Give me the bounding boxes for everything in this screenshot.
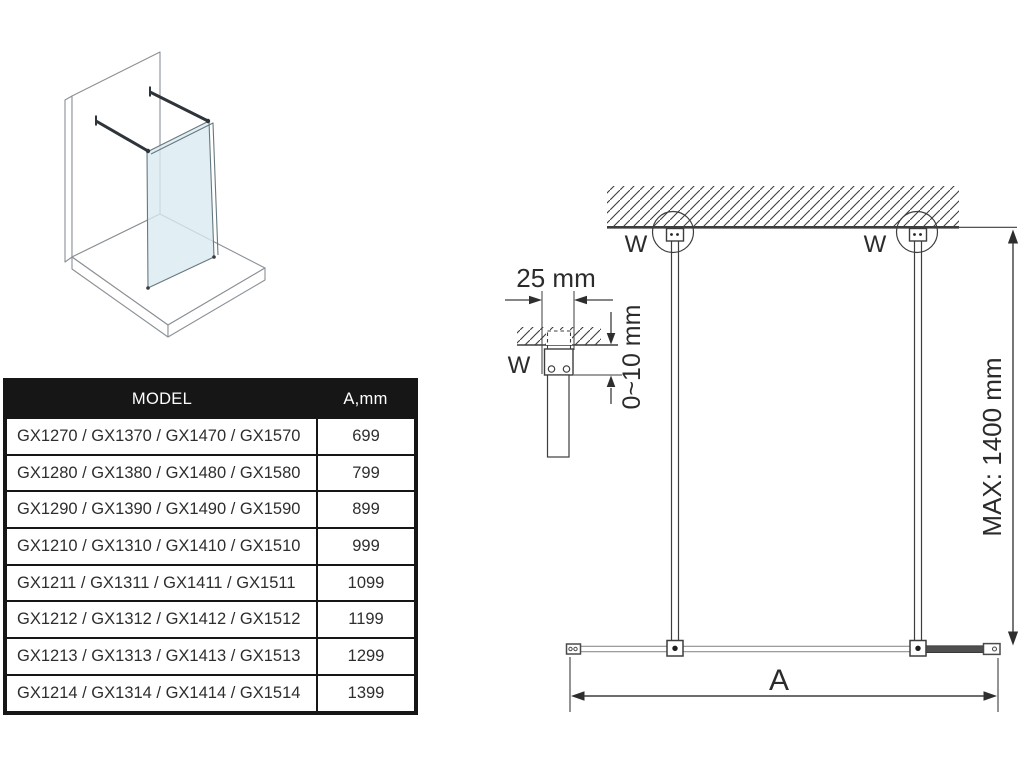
table-row xyxy=(5,601,416,638)
model-cell: GX1214 / GX1314 / GX1414 / GX1514 xyxy=(5,675,317,713)
table-header-row xyxy=(5,380,416,418)
installation-front-view xyxy=(567,186,1019,712)
spec-table xyxy=(3,378,418,715)
table-row xyxy=(5,528,416,565)
support-post-detail xyxy=(548,375,570,457)
wall-side-face xyxy=(65,96,72,262)
left-post xyxy=(672,240,679,641)
model-cell: GX1270 / GX1370 / GX1470 / GX1570 xyxy=(5,418,317,455)
model-cell: GX1280 / GX1380 / GX1480 / GX1580 xyxy=(5,455,317,492)
a-mm-cell: 1399 xyxy=(317,675,416,713)
model-cell: GX1213 / GX1313 / GX1413 / GX1513 xyxy=(5,638,317,675)
bar-dark-segment xyxy=(926,646,984,653)
screw-hole xyxy=(548,366,554,372)
table-row xyxy=(5,455,416,492)
dim-max-height xyxy=(1008,230,1018,646)
table-row xyxy=(5,638,416,675)
column-header-model: MODEL xyxy=(5,380,317,418)
table-row xyxy=(5,418,416,455)
right-post xyxy=(915,240,922,641)
dim-a-label: A xyxy=(768,664,790,697)
model-cell: GX1212 / GX1312 / GX1412 / GX1512 xyxy=(5,601,317,638)
a-mm-cell: 1199 xyxy=(317,601,416,638)
screw-hole xyxy=(563,366,569,372)
column-header-a-mm: A,mm xyxy=(317,380,416,418)
table-row xyxy=(5,491,416,528)
isometric-view xyxy=(65,52,265,337)
a-mm-cell: 699 xyxy=(317,418,416,455)
detail-w-label: W xyxy=(507,352,531,379)
a-mm-cell: 899 xyxy=(317,491,416,528)
model-cell: GX1211 / GX1311 / GX1411 / GX1511 xyxy=(5,565,317,602)
model-cell: GX1210 / GX1310 / GX1410 / GX1510 xyxy=(5,528,317,565)
dim-0-10mm-label: 0~10 mm xyxy=(618,304,646,410)
dim-max-label: MAX: 1400 mm xyxy=(977,357,1007,537)
a-mm-cell: 1299 xyxy=(317,638,416,675)
table-row xyxy=(5,675,416,713)
table-row xyxy=(5,565,416,602)
dim-25mm-label: 25 mm xyxy=(516,263,596,293)
stabilizer-bar xyxy=(567,641,1001,657)
a-mm-cell: 799 xyxy=(317,455,416,492)
dim-0-10mm xyxy=(574,312,622,404)
bar-end-cap-right xyxy=(984,644,1001,655)
model-cell: GX1290 / GX1390 / GX1490 / GX1590 xyxy=(5,491,317,528)
a-mm-cell: 1099 xyxy=(317,565,416,602)
right-w-label: W xyxy=(863,231,887,258)
ceiling-hatch xyxy=(607,186,959,227)
a-mm-cell: 999 xyxy=(317,528,416,565)
left-w-label: W xyxy=(624,231,648,258)
